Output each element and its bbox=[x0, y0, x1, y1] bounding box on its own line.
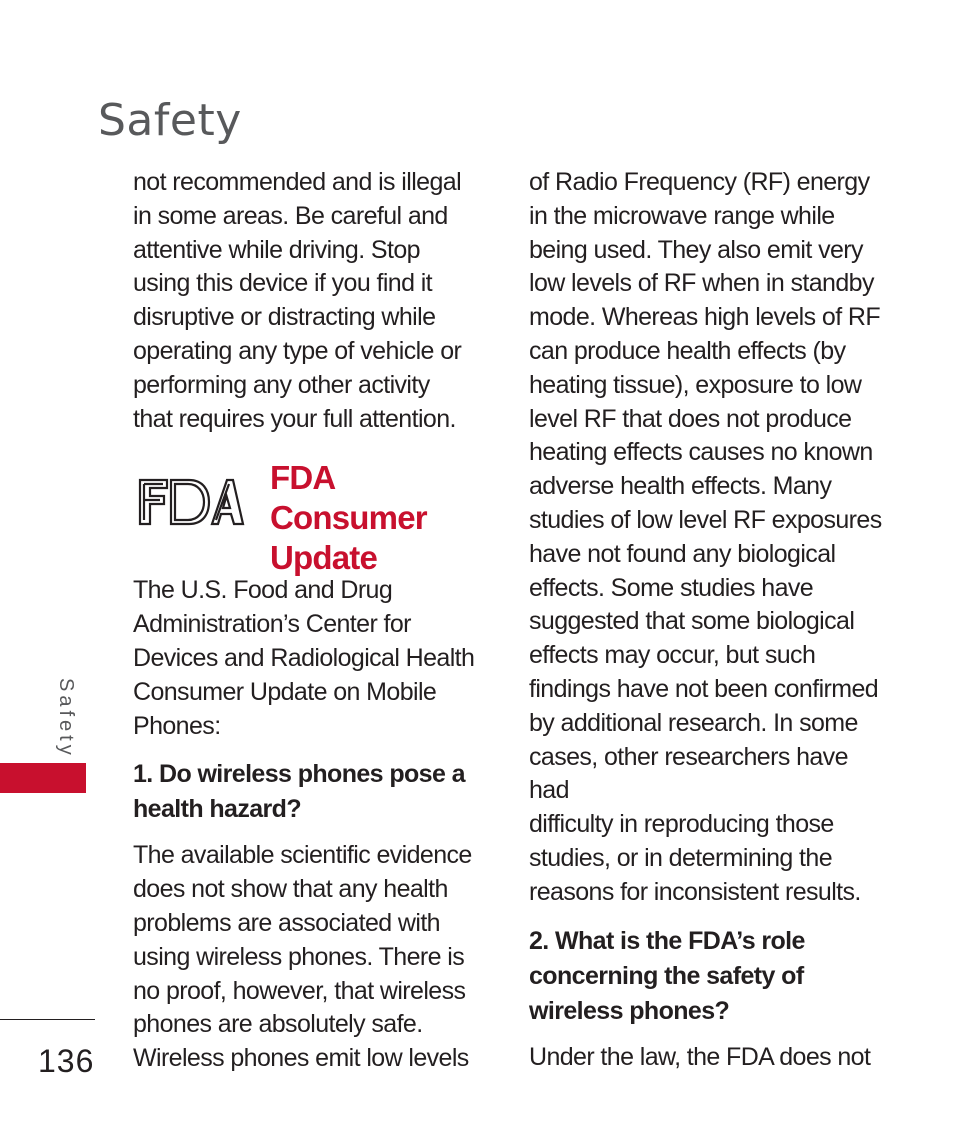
intro-paragraph: not recommended and is illegal in some areas. Be careful and attentive while driving. Stop using this device if you find it disruptive or distracting while operating any type of vehicle or performing any other activity that requires your full attention. bbox=[133, 168, 462, 433]
left-column bbox=[133, 166, 478, 1076]
page-number: 136 bbox=[38, 1043, 95, 1079]
question-1-answer: The available scientific evidence does not show that any health problems are associated with using wireless phones. There is no proof, however, that wireless phones are absolutely safe. Wireless phones emit low levels bbox=[133, 841, 472, 1073]
fda-consumer-update-heading: FDA Consumer Update bbox=[270, 459, 427, 577]
page-title: Safety bbox=[98, 95, 242, 147]
fda-logo-icon bbox=[137, 476, 245, 528]
footer-divider bbox=[0, 1019, 95, 1020]
question-1-heading: 1. Do wireless phones pose a health hazard? bbox=[133, 760, 465, 824]
side-section-label: Safety bbox=[55, 678, 77, 759]
section-tab-marker bbox=[0, 763, 86, 793]
fda-intro-paragraph: The U.S. Food and Drug Administration’s Center for Devices and Radiological Health Consumer Update on Mobile Phones: bbox=[133, 576, 475, 740]
question-2-answer: Under the law, the FDA does not bbox=[529, 1042, 871, 1071]
question-2-heading: 2. What is the FDA’s role concerning the safety of wireless phones? bbox=[529, 926, 805, 1025]
question-1-answer-continued: of Radio Frequency (RF) energy in the microwave range while being used. They also emit very low levels of RF when in standby mode. Whereas high levels of RF can produce health effects (by heating tissue), exposure to low level RF that does not produce heating effects causes no known adverse health effects. Many studies of low level RF exposures have not found any biological effects. Some studies have suggested that some biological effects may occur, but such findings have not been confirmed by additional research. In some cases, other researchers have had difficulty in reproducing those studies, or in determining the reasons for inconsistent results. bbox=[529, 168, 882, 906]
right-column bbox=[529, 166, 889, 1074]
fda-section-header bbox=[133, 456, 478, 577]
